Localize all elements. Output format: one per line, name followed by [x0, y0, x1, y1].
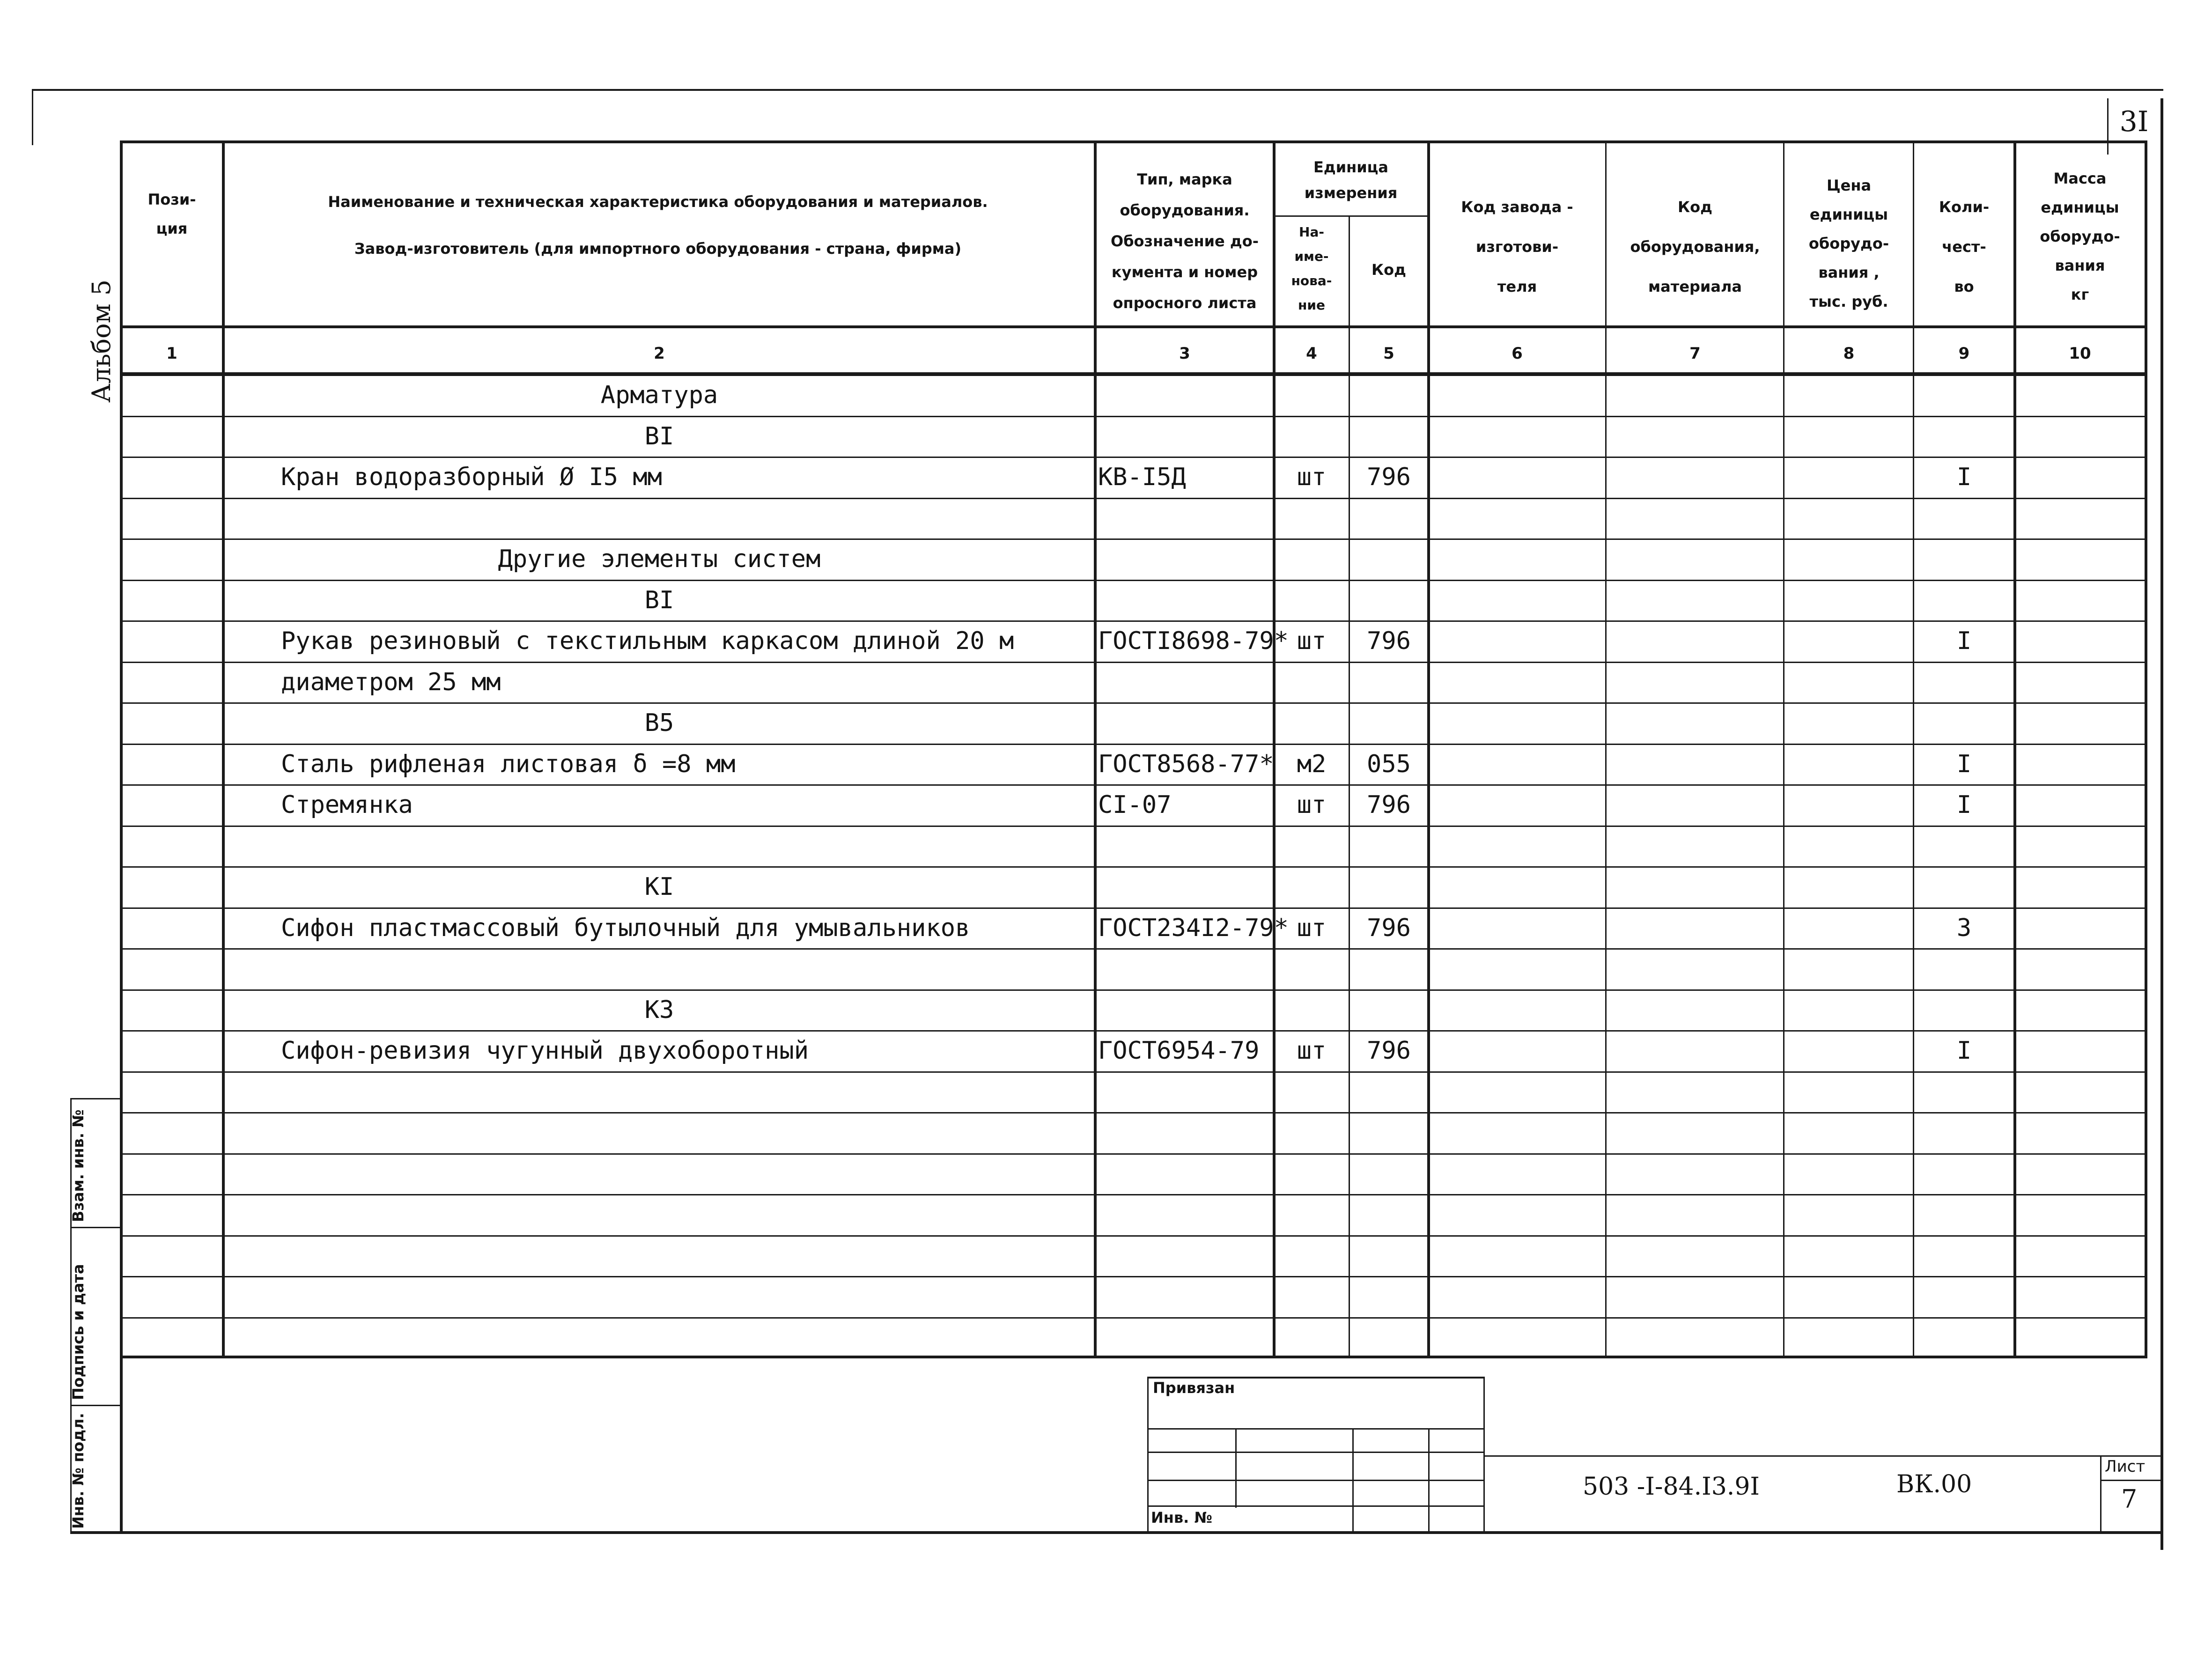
column-number-10: 10: [2069, 344, 2091, 363]
row-divider: [120, 907, 2147, 909]
column-number-9: 9: [1958, 344, 1970, 363]
item-quantity: I: [1956, 627, 1972, 655]
item-type: ГОСТ234I2-79*: [1098, 914, 1289, 942]
sheet-label: Лист: [2105, 1457, 2146, 1476]
left-edge-tick: [32, 89, 33, 145]
item-type: КВ-I5Д: [1098, 463, 1186, 491]
row-divider: [120, 1317, 2147, 1319]
stamp-row3: [1147, 1480, 1484, 1481]
col-border-9: [2013, 140, 2016, 1358]
side-stamp-podpis: Подпись и дата: [69, 1264, 87, 1400]
item-name: Сифон пластмассовый бутылочный для умывальников: [281, 914, 970, 942]
item-type: ГОСТI8698-79*: [1098, 627, 1289, 655]
sheet-number: 7: [2121, 1484, 2138, 1514]
item-type: ГОСТ6954-79: [1098, 1037, 1260, 1065]
section-heading: Арматура: [600, 381, 718, 409]
item-unit: шт: [1297, 463, 1327, 491]
table-bottom-border: [120, 1356, 2147, 1358]
row-divider: [120, 498, 2147, 499]
column-number-1: 1: [166, 344, 177, 363]
header-unit-name: На- име- нова- ние: [1291, 224, 1332, 313]
section-heading: BI: [644, 422, 674, 450]
column-number-2: 2: [654, 344, 665, 363]
item-quantity: I: [1956, 1037, 1972, 1065]
col-border-5: [1427, 140, 1430, 1358]
row-divider: [120, 744, 2147, 745]
header-bottom-border: [120, 325, 2147, 328]
row-divider: [120, 1071, 2147, 1073]
item-quantity: I: [1956, 463, 1972, 491]
page-number-box-left: [2107, 98, 2109, 155]
stamp-row4: [1147, 1505, 1484, 1507]
item-name: Сифон-ревизия чугунный двухоборотный: [281, 1037, 809, 1065]
column-number-4: 4: [1306, 344, 1317, 363]
header-type: Тип, марка оборудования. Обозначение до- кумента и номер опросного листа: [1111, 170, 1259, 312]
column-number-3: 3: [1179, 344, 1190, 363]
col-border-4: [1349, 215, 1350, 1358]
header-factory-code: Код завода - изготови- теля: [1461, 198, 1573, 295]
row-divider: [120, 948, 2147, 950]
row-divider: [120, 866, 2147, 868]
header-unit-code: Код: [1371, 261, 1406, 279]
row-divider: [120, 662, 2147, 663]
section-heading: B5: [644, 709, 674, 737]
row-divider: [120, 538, 2147, 540]
unit-group-divider: [1274, 215, 1428, 217]
row-divider: [120, 702, 2147, 704]
stamp-col2: [1352, 1428, 1354, 1531]
item-name: Кран водоразборный Ø I5 мм: [281, 463, 662, 491]
item-name: Сталь рифленая листовая δ =8 мм: [281, 750, 736, 778]
col-border-6: [1605, 140, 1607, 1358]
side-stamp-inv: Инв. № подл.: [69, 1413, 87, 1529]
sheet-box-left: [2100, 1455, 2101, 1533]
header-unit-title: Единица измерения: [1304, 158, 1398, 202]
section-heading: К3: [644, 996, 674, 1024]
stamp-left: [1147, 1377, 1149, 1531]
row-divider: [120, 1153, 2147, 1155]
top-frame-line: [33, 89, 2163, 91]
item-code: 796: [1367, 463, 1411, 491]
stamp-row2: [1147, 1452, 1484, 1453]
row-divider: [120, 1276, 2147, 1277]
item-unit: м2: [1297, 750, 1327, 778]
title-block-top: [1483, 1455, 2162, 1457]
item-quantity: I: [1956, 791, 1972, 819]
item-name: Рукав резиновый с текстильным каркасом длиной 20 м: [281, 627, 1014, 655]
row-divider: [120, 784, 2147, 786]
item-unit: шт: [1297, 791, 1327, 819]
stamp-col3: [1428, 1428, 1430, 1531]
row-divider: [120, 620, 2147, 622]
item-type: ГОСТ8568-77*: [1098, 750, 1274, 778]
item-unit: шт: [1297, 1037, 1327, 1065]
row-divider: [120, 580, 2147, 581]
album-label: Альбом 5: [87, 279, 116, 403]
row-divider: [120, 826, 2147, 827]
stamp-privyazan: Привязан: [1153, 1379, 1235, 1397]
section-code: ВК.00: [1896, 1470, 1972, 1498]
item-unit: шт: [1297, 914, 1327, 942]
section-heading: КI: [644, 873, 674, 901]
column-number-6: 6: [1512, 344, 1523, 363]
side-stamp-div3: [70, 1405, 120, 1406]
item-unit: шт: [1297, 627, 1327, 655]
item-code: 796: [1367, 1037, 1411, 1065]
row-divider: [120, 1235, 2147, 1237]
stamp-top: [1147, 1377, 1484, 1379]
item-type: CI-07: [1098, 791, 1172, 819]
col-border-7: [1783, 140, 1784, 1358]
column-number-5: 5: [1383, 344, 1394, 363]
frame-bottom-border: [70, 1531, 2163, 1534]
right-frame-line: [2160, 98, 2163, 1550]
col-border-2: [1094, 140, 1097, 1358]
sheet-box-divider: [2100, 1480, 2162, 1481]
header-price: Цена единицы оборудо- вания , тыс. руб.: [1808, 177, 1889, 310]
item-name: Стремянка: [281, 791, 413, 819]
row-divider: [120, 1194, 2147, 1195]
doc-code: 503 -I-84.I3.9I: [1583, 1473, 1760, 1501]
stamp-right: [1483, 1377, 1485, 1531]
section-heading: BI: [644, 586, 674, 614]
side-stamp-div2: [70, 1227, 120, 1228]
header-name-line2: Завод-изготовитель (для импортного оборудования - страна, фирма): [354, 240, 962, 258]
header-equipment-code: Код оборудования, материала: [1630, 198, 1760, 295]
col-border-right: [2145, 140, 2147, 1358]
row-divider: [120, 989, 2147, 991]
section-heading: Другие элементы систем: [498, 545, 821, 573]
side-stamp-div1: [70, 1098, 120, 1099]
side-stamp-vzam: Взам. инв. №: [69, 1109, 87, 1222]
row-divider: [120, 416, 2147, 417]
col-border-1: [222, 140, 225, 1358]
item-quantity: 3: [1956, 914, 1972, 942]
stamp-inv-no: Инв. №: [1151, 1509, 1212, 1526]
item-code: 796: [1367, 914, 1411, 942]
item-code: 796: [1367, 627, 1411, 655]
stamp-col1: [1235, 1428, 1237, 1508]
item-quantity: I: [1956, 750, 1972, 778]
col-border-3: [1273, 140, 1276, 1358]
table-top-border: [120, 140, 2147, 143]
header-mass: Масса единицы оборудо- вания кг: [2040, 170, 2120, 303]
header-position: Пози- ция: [147, 191, 196, 237]
column-number-7: 7: [1689, 344, 1701, 363]
row-divider: [120, 457, 2147, 458]
row-divider: [120, 375, 2147, 376]
item-code: 055: [1367, 750, 1411, 778]
row-divider: [120, 1030, 2147, 1032]
header-name-line1: Наименование и техническая характеристика оборудования и материалов.: [328, 193, 988, 211]
stamp-row1: [1147, 1428, 1484, 1430]
page-number: 3I: [2119, 105, 2149, 138]
row-divider: [120, 1112, 2147, 1113]
item-name: диаметром 25 мм: [281, 668, 501, 696]
column-number-8: 8: [1843, 344, 1855, 363]
col-border-8: [1913, 140, 1914, 1358]
item-code: 796: [1367, 791, 1411, 819]
header-quantity: Коли- чест- во: [1939, 198, 1990, 295]
